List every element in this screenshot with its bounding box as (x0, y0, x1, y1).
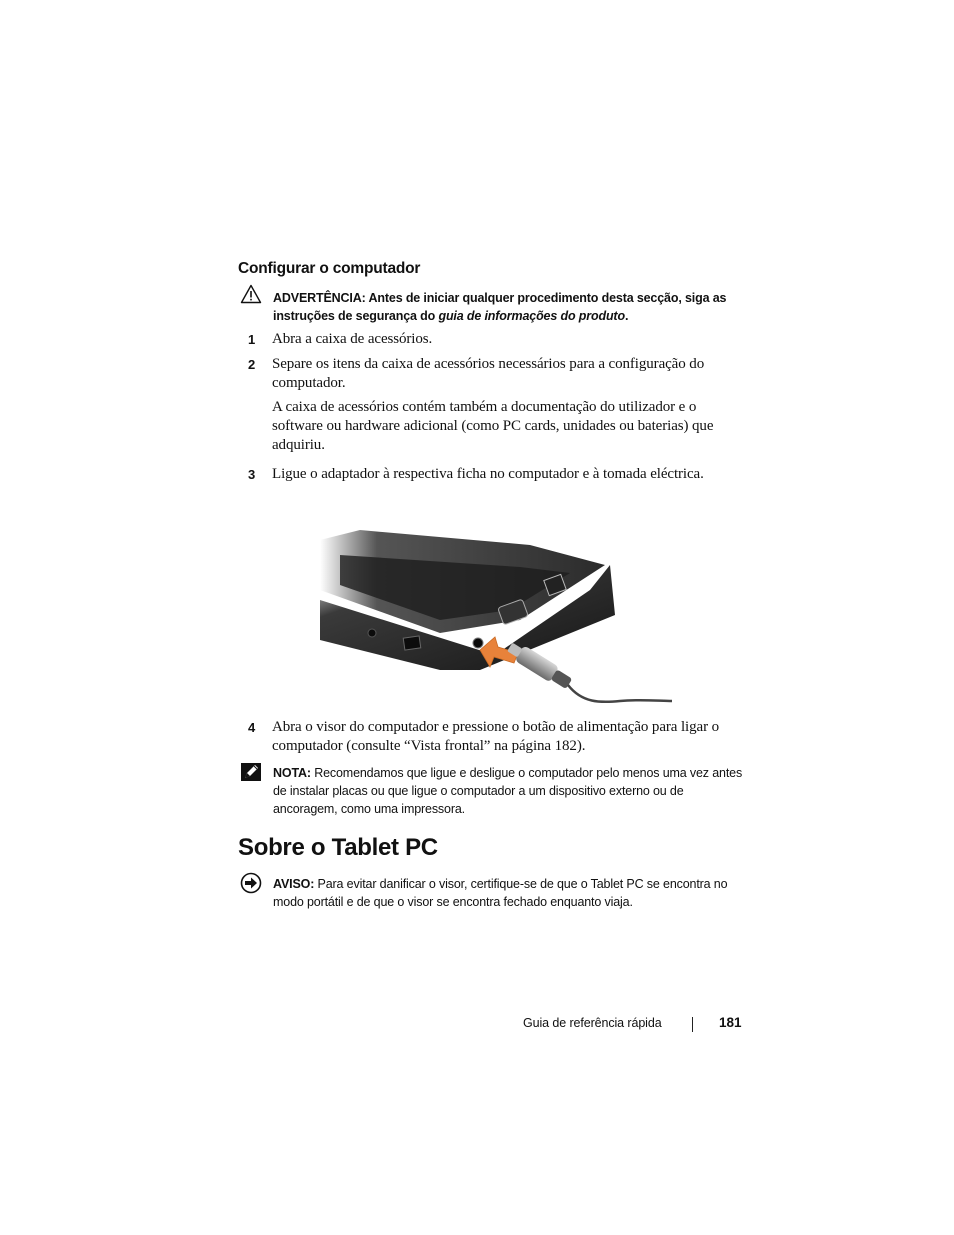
step-3-text: Ligue o adaptador à respectiva ficha no computador e à tomada eléctrica. (272, 466, 704, 482)
adapter-connection-illustration (320, 525, 675, 715)
notice-arrow-icon (240, 872, 262, 894)
warning-callout (273, 289, 743, 325)
warning-text-before: Antes de iniciar qualquer procedimento desta secção, siga as instruções de segurança do (273, 291, 727, 323)
warning-triangle-icon (240, 284, 262, 304)
step-2-extra: A caixa de acessórios contém também a documentação do utilizador e o software ou hardware adicional (como PC cards, unidades ou baterias) que adquiriu. (272, 399, 714, 453)
footer-separator (692, 1017, 693, 1032)
step-1-text: Abra a caixa de acessórios. (272, 331, 433, 347)
footer-guide-title: Guia de referência rápida (523, 1016, 662, 1030)
warning-label: ADVERTÊNCIA: (273, 291, 366, 305)
notice-callout (273, 875, 743, 911)
step-1-number: 1 (248, 332, 256, 347)
step-2-text: Separe os itens da caixa de acessórios necessários para a configuração do computador. (272, 356, 705, 391)
notice-label: AVISO: (273, 877, 315, 891)
step-4-number: 4 (248, 720, 256, 735)
note-callout (273, 764, 743, 818)
page-title: Sobre o Tablet PC (238, 834, 438, 861)
product-info-guide-ref: guia de informações do produto (438, 309, 625, 323)
section-heading: Configurar o computador (238, 260, 421, 277)
step-4-text: Abra o visor do computador e pressione o botão de alimentação para ligar o computador (consulte “Vista frontal” na página 182). (272, 719, 720, 754)
note-text: Recomendamos que ligue e desligue o computador pelo menos uma vez antes de instalar placas ou que ligue o computador a um dispositivo externo ou de ancoragem, como uma impressora. (273, 766, 743, 816)
notice-text: Para evitar danificar o visor, certifique-se de que o Tablet PC se encontra no modo portátil e de que o visor se encontra fechado enquanto viaja. (273, 877, 728, 909)
step-2-number: 2 (248, 357, 256, 372)
note-pencil-icon (240, 762, 262, 782)
note-label: NOTA: (273, 766, 311, 780)
step-3-number: 3 (248, 467, 256, 482)
warning-text-after: . (624, 309, 629, 323)
page-number: 181 (719, 1015, 742, 1030)
